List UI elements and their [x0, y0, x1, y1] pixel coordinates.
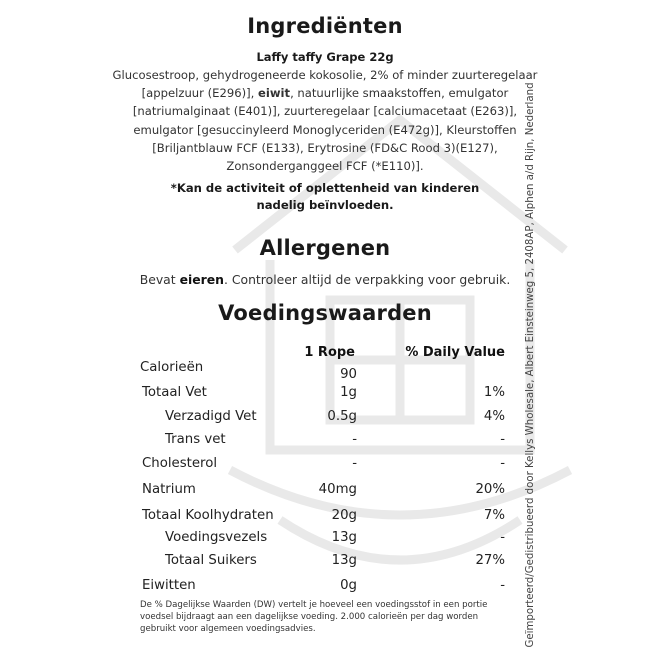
ingredients-text-part: , natuurlijke smaakstoffen, emulgator [natriumalginaat (E401)], zuurteregelaar [calciumacetaat (E263)], emulgator [gesuccinyleerd Monoglyceriden (E472g)], Kleurstoffen [Briljantblauw FCF (E133), Erytrosine (FD&C Rood 3)(E127), Zonsonderganggeel FCF (*E110)]. — [132, 86, 518, 174]
col-serving: 1 Rope — [304, 345, 355, 360]
nutrient-label: Totaal Koolhydraten — [142, 508, 274, 523]
allergens-title: Allergenen — [259, 236, 391, 260]
nutrient-label: Totaal Suikers — [165, 553, 257, 568]
nutrient-label: Trans vet — [165, 432, 226, 447]
allergens-text — [0, 272, 650, 287]
nutrient-amount: - — [352, 456, 357, 471]
nutrient-daily-value: - — [500, 456, 505, 471]
nutrient-daily-value: 4% — [483, 409, 505, 424]
nutrient-daily-value: - — [500, 578, 505, 593]
nutrient-amount: 90 — [340, 367, 357, 382]
allergens-suffix: . Controleer altijd de verpakking voor gebruik. — [223, 272, 511, 287]
nutrient-amount: 13g — [331, 553, 357, 568]
nutrient-daily-value: 1% — [483, 385, 505, 400]
importer-text: Geïmporteerd/Gedistribueerd door Kellys Wholesale, Albert Einsteinweg 5, 2408AP, Alphen a/d Rijn, Nederland — [525, 82, 536, 648]
nutrient-amount: 40mg — [318, 482, 357, 497]
nutrient-amount: - — [352, 432, 357, 447]
nutrient-label: Eiwitten — [142, 578, 196, 593]
nutrient-label: Voedingsvezels — [165, 530, 268, 545]
nutrient-amount: 20g — [331, 508, 357, 523]
nutrient-amount: 1g — [340, 385, 357, 400]
warning-text: *Kan de activiteit of oplettenheid van kinderen nadelig beïnvloeden. — [170, 181, 480, 212]
product-name: Laffy taffy Grape 22g — [256, 50, 394, 64]
allergens-prefix: Bevat — [139, 272, 180, 287]
nutrient-label: Totaal Vet — [142, 385, 207, 400]
allergens-allergen: eieren — [179, 272, 224, 287]
nutrient-label: Verzadigd Vet — [165, 409, 257, 424]
ingredients-text — [0, 66, 650, 175]
nutrient-label: Cholesterol — [142, 456, 218, 471]
nutrient-label: Calorieën — [140, 360, 204, 375]
nutrient-daily-value: 7% — [483, 508, 505, 523]
nutrient-label: Natrium — [142, 482, 196, 497]
ingredients-title: Ingrediënten — [247, 14, 403, 38]
nutrient-daily-value: 27% — [475, 553, 505, 568]
nutrient-amount: 0.5g — [327, 409, 357, 424]
nutrient-daily-value: 20% — [475, 482, 505, 497]
nutrient-amount: 0g — [340, 578, 357, 593]
nutrient-daily-value: - — [500, 530, 505, 545]
nutrient-amount: 13g — [331, 530, 357, 545]
ingredients-eiwit: eiwit — [257, 86, 291, 101]
nutrition-title: Voedingswaarden — [218, 301, 432, 325]
footnote: De % Dagelijkse Waarden (DW) vertelt je hoeveel een voedingsstof in een portie voedsel bijdraagt aan een dagelijkse voeding. 2.000 calorieën per dag worden gebruikt voor algemeen voedingsadvies. — [140, 600, 488, 635]
nutrient-daily-value: - — [500, 432, 505, 447]
ingredients-text-part: Glucosestroop, gehydrogeneerde kokosolie, 2% of minder zuurteregelaar [appelzuur (E296)], — [112, 68, 538, 101]
col-daily-value: % Daily Value — [405, 345, 505, 360]
